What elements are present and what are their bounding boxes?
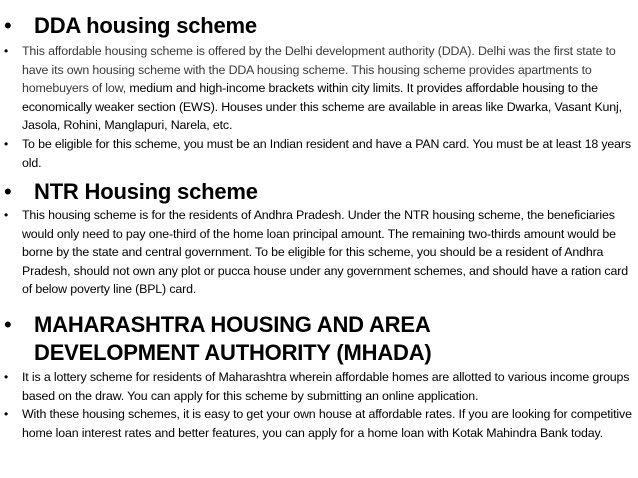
section-heading bbox=[0, 311, 638, 367]
heading-text: MAHARASHTRA HOUSING AND AREA DEVELOPMENT AUTHORITY (MHADA) bbox=[34, 312, 432, 365]
bullet-icon: • bbox=[4, 407, 9, 422]
heading-text: DDA housing scheme bbox=[34, 13, 257, 38]
paragraph-text: To be eligible for this scheme, you must be an Indian resident and have a PAN card. You must be at least 18 years old. bbox=[22, 136, 631, 170]
bullet-icon: • bbox=[4, 136, 9, 151]
paragraph bbox=[0, 42, 638, 135]
paragraph-text: It is a lottery scheme for residents of Maharashtra wherein affordable homes are allotted to various income groups based on the draw. You can apply for this scheme by submitting an online application. bbox=[22, 370, 630, 403]
section-mhada bbox=[0, 311, 638, 442]
paragraph bbox=[0, 206, 638, 299]
paragraph bbox=[0, 405, 638, 442]
paragraph-text: medium and high-income brackets within city limits. It provides affordable housing to the economically weaker section (EWS). Houses under this scheme are available in areas like Dwarka, Vasant Kunj, Jasola, Rohini, Manglapuri, Narela, etc. bbox=[22, 81, 622, 133]
paragraph bbox=[0, 368, 638, 405]
bullet-icon: • bbox=[4, 208, 9, 222]
heading-text: NTR Housing scheme bbox=[34, 179, 258, 204]
paragraph-text: This affordable housing scheme is offered by the Delhi development authority (DDA). Delhi was the first state to have its own housing scheme with the DDA housing scheme. This housing scheme provides apartments to homebuyers of low, bbox=[22, 44, 616, 96]
section-heading bbox=[0, 12, 638, 40]
bullet-icon: • bbox=[4, 13, 12, 38]
section-heading bbox=[0, 178, 638, 206]
section-dda bbox=[0, 12, 638, 172]
bullet-icon: • bbox=[4, 370, 9, 384]
bullet-icon: • bbox=[4, 179, 12, 204]
bullet-icon: • bbox=[4, 312, 12, 337]
paragraph-text: With these housing schemes, it is easy to get your own house at affordable rates. If you are looking for competitive home loan interest rates and better features, you can apply for a home loan with Kotak Mahindra Bank today. bbox=[22, 407, 632, 440]
paragraph-text: This housing scheme is for the residents of Andhra Pradesh. Under the NTR housing scheme, the beneficiaries would only need to pay one-third of the home loan principal amount. The remaining two-thirds amount would be borne by the state and central government. To be eligible for this scheme, you should be a resident of Andhra Pradesh, should not own any plot or pucca house under any government schemes, and should have a ration card of below poverty line (BPL) card. bbox=[22, 208, 628, 297]
section-ntr bbox=[0, 178, 638, 299]
bullet-icon: • bbox=[4, 44, 9, 58]
paragraph bbox=[0, 135, 638, 172]
